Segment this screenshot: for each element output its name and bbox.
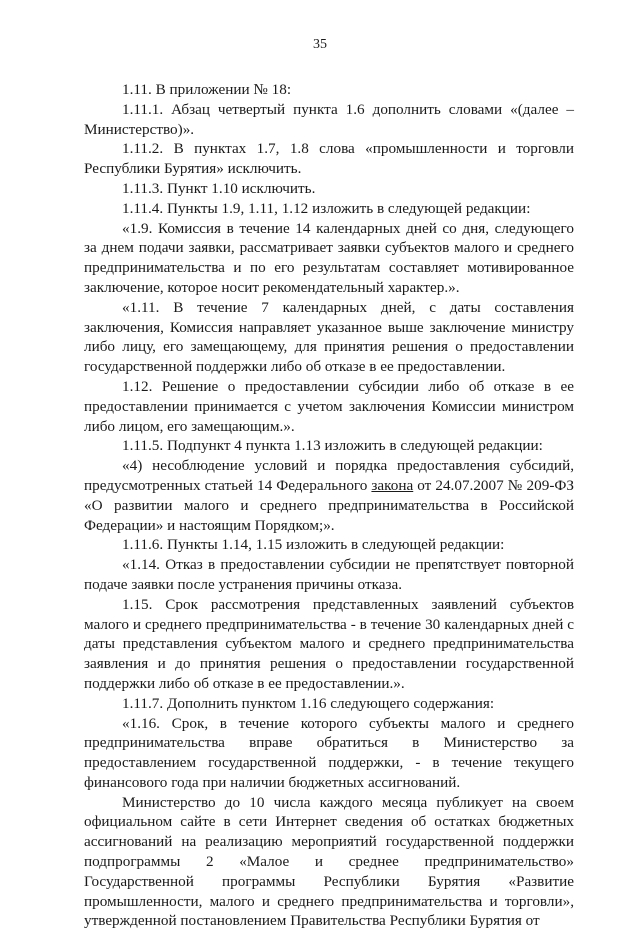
law-link[interactable]: закона xyxy=(371,476,414,494)
subitem-4-text-before: «4) несоблюдение условий и порядка предоставления субсидий, предусмотренных статьей 14 Федерального xyxy=(84,457,574,494)
document-body xyxy=(84,80,574,931)
paragraph-1-15: 1.15. Срок рассмотрения представленных заявлений субъектов малого и среднего предпринимательства - в течение 30 календарных дней с даты представления субъектом малого и среднего предпринимательства заявления и до принятия решения о предоставлении государственной поддержки либо об отказе в ее предоставлении.». xyxy=(84,595,574,692)
paragraph-1-11-4: 1.11.4. Пункты 1.9, 1.11, 1.12 изложить в следующей редакции: xyxy=(122,199,531,217)
paragraph-1-11-1: 1.11.1. Абзац четвертый пункта 1.6 дополнить словами «(далее – Министерство)». xyxy=(84,100,574,138)
paragraph-ministry-publication: Министерство до 10 числа каждого месяца публикует на своем официальном сайте в сети Интернет сведения об остатках бюджетных ассигнований на реализацию мероприятий государственной поддержки подпрограммы 2 «Малое и среднее предпринимательство» Государственной программы Республики Бурятия «Развитие промышленности, малого и среднего предпринимательства и торговли», утвержденной постановлением Правительства Республики Бурятия от xyxy=(84,793,574,930)
paragraph-1-14: «1.14. Отказ в предоставлении субсидии не препятствует повторной подаче заявки после устранения причины отказа. xyxy=(84,556,574,593)
paragraph-1-11-new: «1.11. В течение 7 календарных дней, с даты составления заключения, Комиссия направляет указанное выше заключение министру либо лицу, его замещающему, для принятия решения о предоставлении государственной поддержки либо об отказе в ее предоставлении. xyxy=(84,298,574,376)
paragraph-1-11-7: 1.11.7. Дополнить пунктом 1.16 следующего содержания: xyxy=(122,694,495,712)
paragraph-subitem-4 xyxy=(84,456,574,535)
paragraph-1-11: 1.11. В приложении № 18: xyxy=(122,81,292,98)
subitem-4-text-after: от 24.07.2007 № 209-ФЗ «О развитии малого и среднего предпринимательства в Российской Федерации» и настоящим Порядком;». xyxy=(84,476,575,534)
page-number: 35 xyxy=(313,37,327,52)
paragraph-1-12: 1.12. Решение о предоставлении субсидии либо об отказе в ее предоставлении принимается с учетом заключения Комиссии министром либо лицом, его замещающим.». xyxy=(84,377,574,435)
paragraph-1-11-3: 1.11.3. Пункт 1.10 исключить. xyxy=(122,179,316,197)
paragraph-1-16: «1.16. Срок, в течение которого субъекты малого и среднего предпринимательства вправе обратиться в Министерство за предоставлением государственной поддержки, - в течение текущего финансового года при наличии бюджетных ассигнований. xyxy=(84,714,574,791)
paragraph-1-11-6: 1.11.6. Пункты 1.14, 1.15 изложить в следующей редакции: xyxy=(122,536,505,554)
paragraph-1-9: «1.9. Комиссия в течение 14 календарных дней со дня, следующего за днем подачи заявки, рассматривает заявки субъектов малого и среднего предпринимательства и по его результатам составляет мотивированное заключение, которое носит рекомендательный характер.». xyxy=(84,219,574,296)
paragraph-1-11-5: 1.11.5. Подпункт 4 пункта 1.13 изложить в следующей редакции: xyxy=(122,437,543,455)
paragraph-1-11-2: 1.11.2. В пунктах 1.7, 1.8 слова «промышленности и торговли Республики Бурятия» исключить. xyxy=(84,140,574,178)
